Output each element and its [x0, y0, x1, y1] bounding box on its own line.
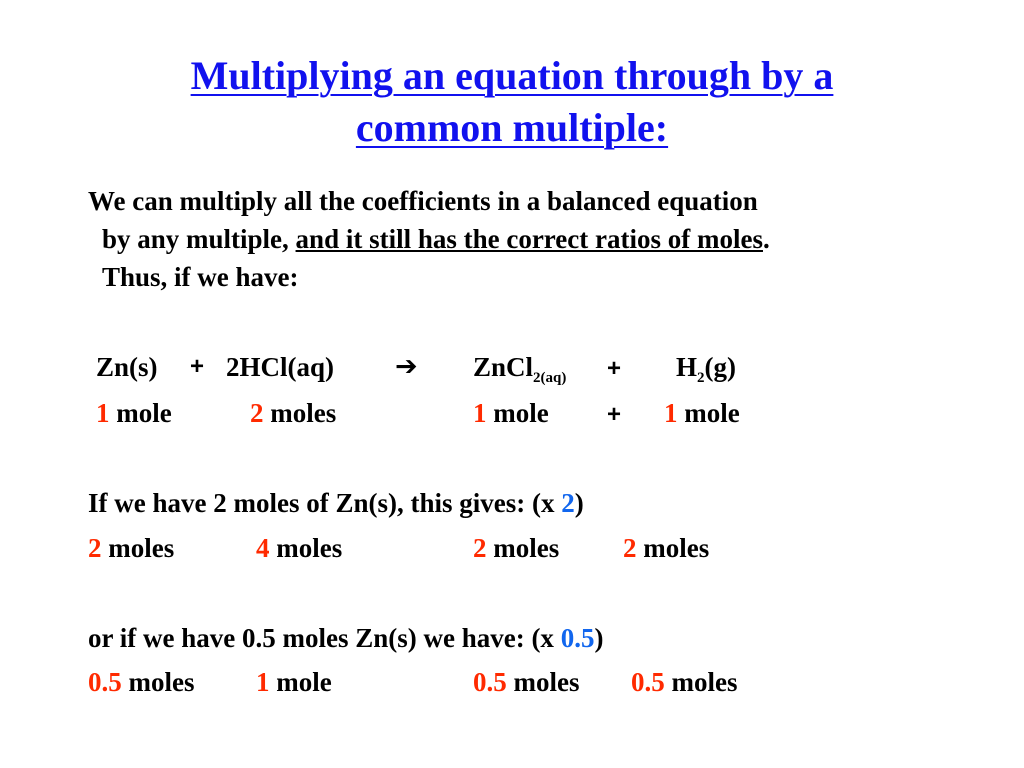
times2-heading-close: ) — [574, 488, 584, 518]
equation-h-subscript: 2 — [697, 370, 705, 386]
base-hcl-coefficient: 2 — [250, 398, 264, 428]
half-zncl2-unit: moles — [506, 667, 580, 697]
half-zn-coefficient: 0.5 — [88, 667, 122, 697]
equation-zncl-subscript: 2(aq) — [533, 370, 567, 386]
times2-factor: 2 — [561, 488, 575, 518]
base-zn-coefficient: 1 — [96, 398, 110, 428]
times2-zn-moles — [88, 531, 174, 565]
times2-hcl-unit: moles — [269, 533, 343, 563]
intro-line-2-end: . — [762, 224, 770, 254]
intro-underlined-phrase: and it still has the correct ratios of moles — [295, 224, 763, 254]
half-hcl-moles — [256, 665, 332, 699]
equation-zncl2 — [473, 350, 566, 395]
base-zn-unit: mole — [109, 398, 172, 428]
equation-h2 — [676, 350, 736, 395]
base-zn-moles — [96, 396, 172, 430]
base-plus: + — [607, 401, 622, 428]
intro-line-1: We can multiply all the coefficients in a balanced equation — [88, 186, 758, 216]
equation-hcl: 2HCl(aq) — [226, 352, 334, 382]
half-heading-close: ) — [594, 623, 604, 653]
equation-h2-state: (g) — [704, 352, 736, 382]
base-hcl-unit: moles — [263, 398, 337, 428]
base-zncl2-moles — [473, 396, 549, 430]
times2-zncl2-coefficient: 2 — [473, 533, 487, 563]
times2-zncl2-unit: moles — [486, 533, 560, 563]
times2-hcl-coefficient: 4 — [256, 533, 270, 563]
base-zncl2-coefficient: 1 — [473, 398, 487, 428]
intro-line-2-start: by any multiple, — [102, 224, 296, 254]
half-h2-coefficient: 0.5 — [631, 667, 665, 697]
half-zncl2-coefficient: 0.5 — [473, 667, 507, 697]
slide-title-line1: Multiplying an equation through by a — [190, 53, 834, 98]
equation-zn: Zn(s) — [96, 352, 158, 382]
times2-h2-unit: moles — [636, 533, 710, 563]
base-h2-moles — [664, 396, 740, 430]
base-hcl-moles — [250, 396, 336, 430]
equation-plus-1: + — [190, 353, 205, 380]
times2-h2-moles — [623, 531, 709, 565]
half-heading — [88, 621, 603, 655]
slide-title-line2: common multiple: — [355, 105, 669, 150]
times2-zn-coefficient: 2 — [88, 533, 102, 563]
intro-line-2 — [102, 222, 770, 256]
intro-line-3: Thus, if we have: — [102, 262, 299, 292]
half-heading-text: or if we have 0.5 moles Zn(s) we have: (x — [88, 623, 561, 653]
half-factor: 0.5 — [560, 623, 595, 653]
base-h2-unit: mole — [677, 398, 740, 428]
half-zn-unit: moles — [121, 667, 195, 697]
half-h2-moles — [631, 665, 737, 699]
times2-heading — [88, 486, 584, 520]
slide-title — [0, 50, 1024, 154]
half-zn-moles — [88, 665, 194, 699]
times2-zncl2-moles — [473, 531, 559, 565]
base-zncl2-unit: mole — [486, 398, 549, 428]
equation-h: H — [676, 352, 698, 382]
times2-hcl-moles — [256, 531, 342, 565]
reaction-arrow-icon: ➔ — [395, 351, 418, 382]
half-hcl-coefficient: 1 — [256, 667, 270, 697]
equation-zncl: ZnCl — [473, 352, 534, 382]
equation-plus-2: + — [607, 355, 622, 382]
half-hcl-unit: mole — [269, 667, 332, 697]
times2-h2-coefficient: 2 — [623, 533, 637, 563]
half-h2-unit: moles — [664, 667, 738, 697]
half-zncl2-moles — [473, 665, 579, 699]
times2-heading-text: If we have 2 moles of Zn(s), this gives: (x — [88, 488, 562, 518]
times2-zn-unit: moles — [101, 533, 175, 563]
base-h2-coefficient: 1 — [664, 398, 678, 428]
